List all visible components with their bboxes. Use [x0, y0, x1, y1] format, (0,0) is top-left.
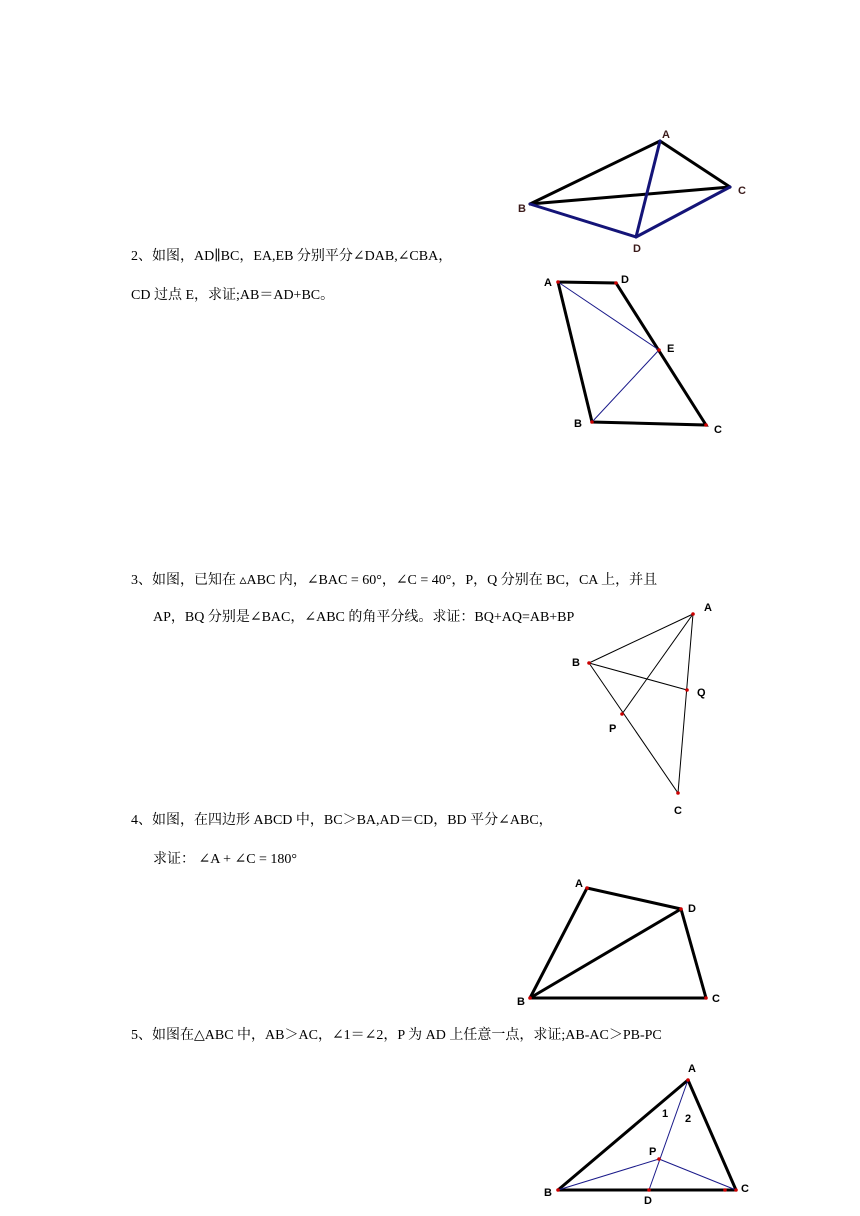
label-A: A [688, 1063, 696, 1075]
label-C: C [714, 424, 722, 436]
problem-4-line-2: 求证： ∠A + ∠C = 180° [153, 852, 298, 867]
problem-4-line-1: 4、如图，在四边形 ABCD 中，BC＞BA,AD＝CD，BD 平分∠ABC， [131, 813, 553, 828]
label-B: B [518, 203, 526, 215]
label-A: A [575, 878, 583, 890]
label-B: B [544, 1187, 552, 1199]
problem-5-line-1: 5、如图在△ABC 中，AB＞AC，∠1＝∠2，P 为 AD 上任意一点，求证;AB-AC＞PB-PC [131, 1028, 662, 1043]
label-D: D [621, 274, 629, 286]
label-A: A [544, 277, 552, 289]
label-A: A [662, 129, 670, 141]
label-C: C [712, 993, 720, 1005]
label-C: C [741, 1183, 749, 1195]
figure-3-triangle [565, 595, 725, 820]
label-D: D [688, 903, 696, 915]
problem-2-line-1: 2、如图，AD∥BC，EA,EB 分别平分∠DAB,∠CBA， [131, 249, 453, 264]
problem-3-line-1: 3、如图，已知在 ▵ABC 内，∠BAC = 60°，∠C = 40°，P，Q 分别在 BC，CA 上，并且 [131, 573, 658, 588]
label-B: B [574, 418, 582, 430]
label-B: B [572, 657, 580, 669]
label-P: P [609, 723, 617, 735]
problem-2-line-2: CD 过点 E，求证;AB＝AD+BC。 [131, 288, 335, 303]
label-D: D [633, 243, 641, 255]
problem-3-line-2: AP，BQ 分别是∠BAC，∠ABC 的角平分线。求证：BQ+AQ=AB+BP [153, 610, 575, 625]
label-B: B [517, 996, 525, 1008]
label-P: P [649, 1146, 657, 1158]
figure-4-quadrilateral [510, 870, 730, 1010]
label-angle-1: 1 [662, 1108, 669, 1120]
figure-5-triangle [538, 1060, 758, 1210]
label-angle-2: 2 [685, 1113, 692, 1125]
label-E: E [667, 343, 675, 355]
figure-1-quadrilateral [500, 120, 760, 260]
figure-2-trapezoid [535, 265, 735, 445]
label-Q: Q [697, 687, 706, 699]
label-C: C [674, 805, 682, 817]
label-D: D [644, 1195, 652, 1207]
label-C: C [738, 185, 746, 197]
label-A: A [704, 602, 712, 614]
